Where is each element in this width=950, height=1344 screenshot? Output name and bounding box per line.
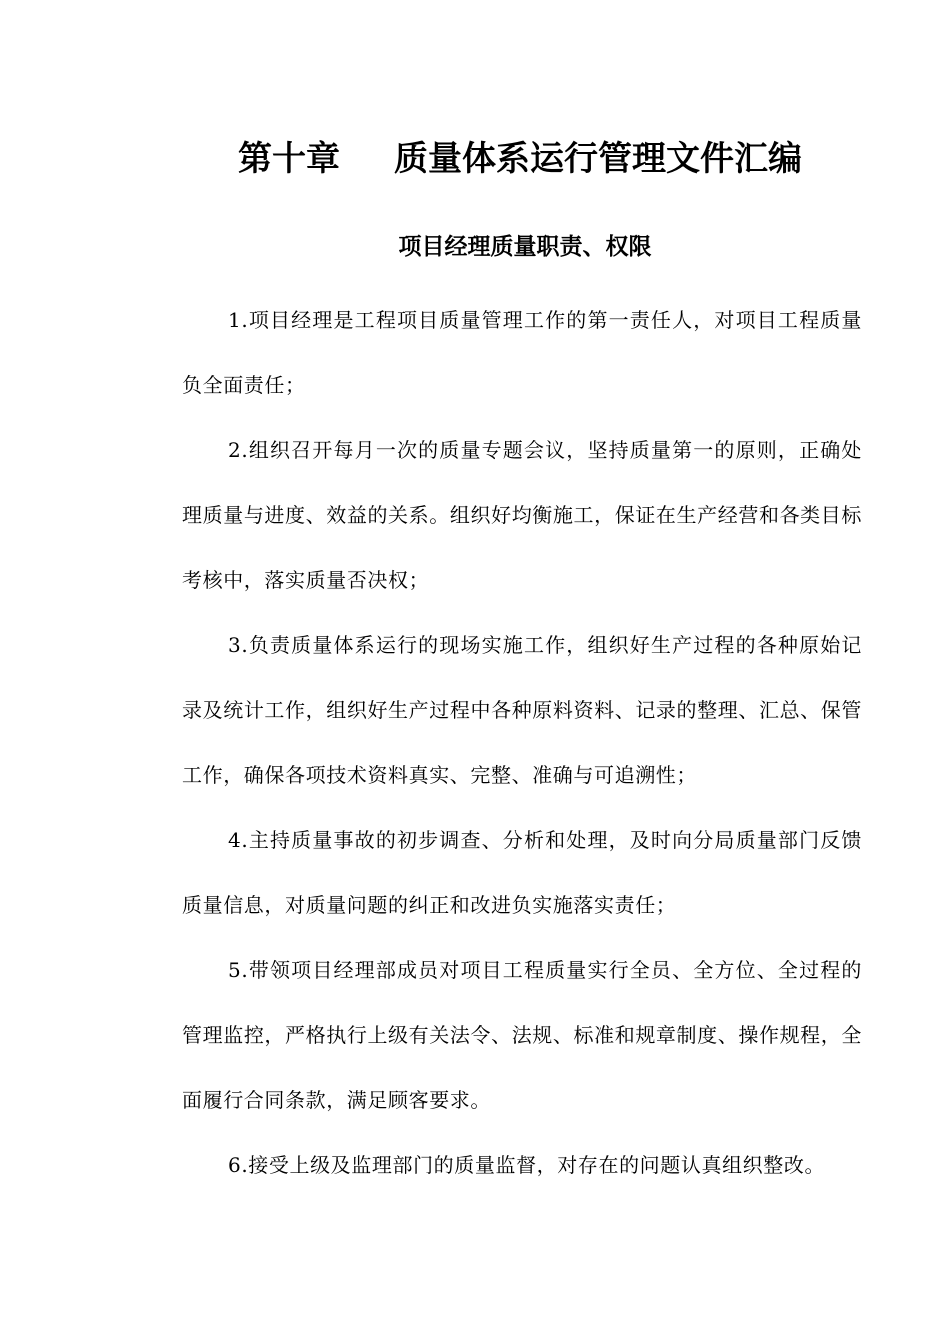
section-title: 项目经理质量职责、权限 <box>398 234 652 260</box>
paragraph-2: 2.组织召开每月一次的质量专题会议，坚持质量第一的原则，正确处理质量与进度、效益的关系。组织好均衡施工，保证在生产经营和各类目标考核中，落实质量否决权； <box>182 438 862 592</box>
chapter-title <box>0 137 950 181</box>
paragraph-1: 1.项目经理是工程项目质量管理工作的第一责任人，对项目工程质量负全面责任； <box>182 308 862 397</box>
paragraph-3: 3.负责质量体系运行的现场实施工作，组织好生产过程的各种原始记录及统计工作，组织好生产过程中各种原料资料、记录的整理、汇总、保管工作，确保各项技术资料真实、完整、准确与可追溯性； <box>182 633 862 787</box>
paragraph-4: 4.主持质量事故的初步调查、分析和处理，及时向分局质量部门反馈质量信息，对质量问题的纠正和改进负实施落实责任； <box>182 828 862 917</box>
chapter-name: 质量体系运行管理文件汇编 <box>394 139 802 179</box>
body-text <box>182 288 862 1198</box>
chapter-number: 第十章 <box>238 139 340 179</box>
paragraph-5: 5.带领项目经理部成员对项目工程质量实行全员、全方位、全过程的管理监控，严格执行上级有关法令、法规、标准和规章制度、操作规程，全面履行合同条款，满足顾客要求。 <box>182 958 862 1112</box>
paragraph-6: 6.接受上级及监理部门的质量监督，对存在的问题认真组织整改。 <box>228 1153 826 1177</box>
